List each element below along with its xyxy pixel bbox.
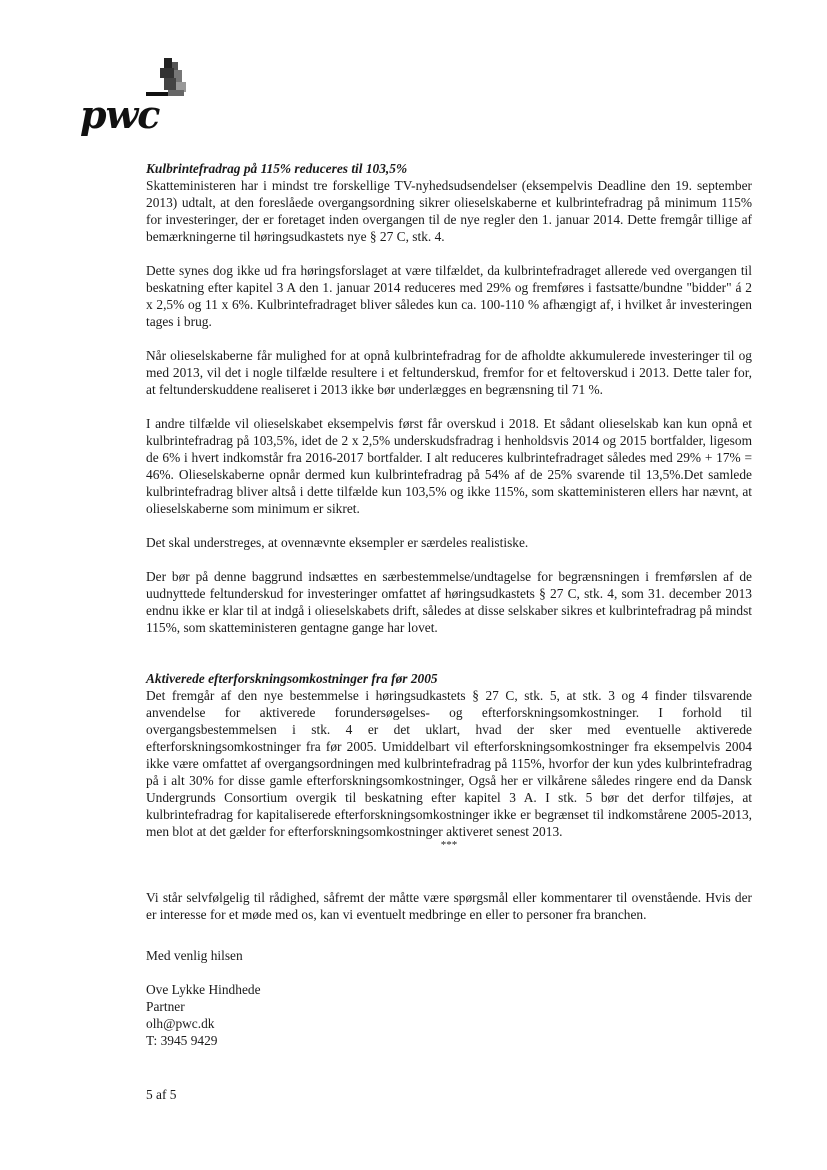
paragraph: Det skal understreges, at ovennævnte eksempler er særdeles realistiske. [146, 535, 529, 550]
signer-email[interactable]: olh@pwc.dk [146, 1016, 215, 1031]
letter-body [146, 160, 752, 1049]
greeting: Med venlig hilsen [146, 948, 243, 963]
section-heading-kulbrintefradrag: Kulbrintefradrag på 115% reduceres til 103,5% [146, 161, 408, 176]
pwc-logo [80, 56, 190, 136]
signature-block [146, 947, 752, 1049]
signer-phone: T: 3945 9429 [146, 1033, 218, 1048]
section-separator: *** [440, 839, 458, 851]
paragraph: Skatteministeren har i mindst tre forskellige TV-nyhedsudsendelser (eksempelvis Deadline den 19. september 2013) udtalt, at den foreslåede overgangsordning sikrer olieselskaberne et kulbrintefradrag på minimum 115% for investeringer, der er foretaget inden overgangen til de nye regler den 1. januar 2014. Dette fremgår tillige af bemærkningerne til høringsudkastets nye § 27 C, stk. 4. [146, 178, 752, 244]
closing-paragraph: Vi står selvfølgelig til rådighed, såfremt der måtte være spørgsmål eller kommentarer til ovenstående. Hvis der er interesse for et møde med os, kan vi eventuelt medbringe en eller to personer fra branchen. [146, 890, 752, 922]
paragraph: Det fremgår af den nye bestemmelse i høringsudkastets § 27 C, stk. 5, at stk. 3 og 4 finder tilsvarende anvendelse for aktiverede forundersøgelses- og efterforskningsomkostninger. I forhold til overgangsbestemmelsen i stk. 4 er det uklart, hvad der sker med eventuelle aktiverede efterforskningsomkostninger fra før 2005. Umiddelbart vil efterforskningsomkostninger fra eksempelvis 2004 ikke være omfattet af overgangsordningen med kulbrintefradrag på 115%, hvorfor der kun ydes kulbrintefradrag på i alt 30% for disse gamle efterforskningsomkostninger, Også her er vilkårene således ringere end da Dansk Undergrunds Consortium overgik til beskatning efter kapitel 3 A. I stk. 5 bør det derfor tilføjes, at kulbrintefradrag for kapitaliserede efterforskningsomkostninger ikke er begrænset til indkomstårene 2005-2013, men blot at det gælder for efterforskningsomkostninger aktiveret senest 2013. [146, 688, 752, 839]
paragraph: I andre tilfælde vil olieselskabet eksempelvis først får overskud i 2018. Et sådant olieselskab kan kun opnå et kulbrintefradrag på 103,5%, idet de 2 x 2,5% underskudsfradrag i henholdsvis 2014 og 2015 bortfalder, ligesom de 6% i hvert indkomstår fra 2016-2017 bortfalder. I alt reduceres kulbrintefradraget således med 29% + 17% = 46%. Olieselskaberne opnår dermed kun kulbrintefradrag på 54% af de 25% svarende til 13,5%.Det samlede kulbrintefradrag bliver altså i dette tilfælde kun 103,5% og ikke 115%, som skatteministeren ellers har nævnt, at olieselskaberne som minimum er sikret. [146, 416, 752, 516]
page-number: 5 af 5 [146, 1087, 177, 1102]
paragraph: Når olieselskaberne får mulighed for at opnå kulbrintefradrag for de afholdte akkumulerede investeringer til og med 2013, vil det i nogle tilfælde resultere i et feltunderskud, fremfor for et feltoverskud i 2013. Dette taler for, at feltunderskuddene realiseret i 2013 ikke bør underlægges en begrænsning til 71 %. [146, 348, 752, 397]
section-heading-efterforskning: Aktiverede efterforskningsomkostninger fra før 2005 [146, 671, 438, 686]
pwc-wordmark: pwc [80, 92, 160, 137]
paragraph: Dette synes dog ikke ud fra høringsforslaget at være tilfældet, da kulbrintefradraget allerede ved overgangen til beskatning efter kapitel 3 A den 1. januar 2014 reduceres med 29% og fremføres i fastsatte/bundne "bidder" á 2 x 2,5% og 11 x 6%. Kulbrintefradraget bliver således kun ca. 100-110 % afhængigt af, i hvilket år investeringen tages i brug. [146, 263, 752, 329]
signer-title: Partner [146, 999, 185, 1014]
signer-name: Ove Lykke Hindhede [146, 982, 261, 997]
paragraph: Der bør på denne baggrund indsættes en særbestemmelse/undtagelse for begrænsningen i fremførslen af de uudnyttede feltunderskud for investeringer omfattet af høringsudkastets § 27 C, stk. 4, som 31. december 2013 endnu ikke er klar til at indgå i olieselskabets drift, således at disse selskaber sikres et kulbrintefradrag på mindst 115%, som skatteministeren gentagne gange har lovet. [146, 569, 752, 635]
